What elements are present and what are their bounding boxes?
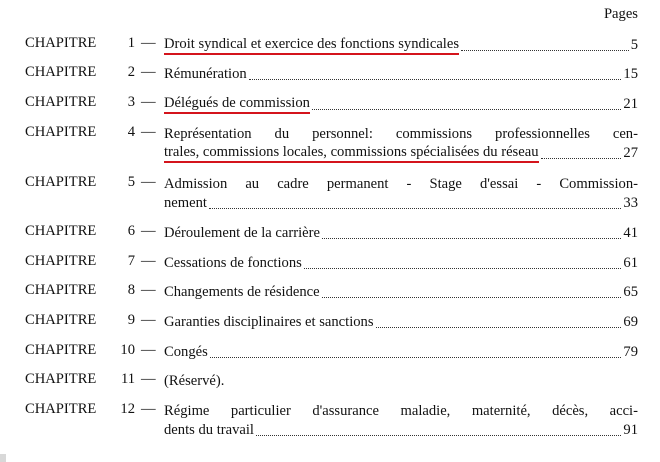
- chapter-title: Droit syndical et exercice des fonctions syndicales: [164, 36, 459, 55]
- chapter-label: CHAPITRE: [25, 282, 97, 298]
- chapter-label: CHAPITRE: [25, 223, 97, 239]
- page-number: 69: [623, 314, 638, 330]
- chapter-title-line: [164, 371, 638, 391]
- chapter-title-line: [164, 342, 638, 362]
- chapter-label: CHAPITRE: [25, 371, 97, 387]
- chapter-dash: —: [141, 312, 156, 328]
- chapter-entry: [164, 312, 638, 332]
- dot-leader: [376, 327, 622, 328]
- chapter-entry: [164, 253, 638, 273]
- chapter-number: 6: [127, 223, 135, 239]
- chapter-title-line: [164, 94, 638, 114]
- chapter-number: 8: [127, 282, 135, 298]
- chapter-label: CHAPITRE: [25, 124, 97, 140]
- page-number: 65: [623, 284, 638, 300]
- chapter-title-line: [164, 143, 638, 163]
- page-number: 33: [623, 195, 638, 211]
- chapter-entry: [164, 174, 638, 213]
- dot-leader: [461, 50, 629, 51]
- chapter-title: (Réservé).: [164, 373, 225, 389]
- chapter-dash: —: [141, 401, 156, 417]
- dot-leader: [541, 158, 622, 159]
- dot-leader: [256, 435, 621, 436]
- chapter-label: CHAPITRE: [25, 94, 97, 110]
- chapter-title: Délégués de commission: [164, 95, 310, 114]
- chapter-dash: —: [141, 253, 156, 269]
- chapter-title: Garanties disciplinaires et sanctions: [164, 314, 374, 330]
- chapter-title: Déroulement de la carrière: [164, 225, 320, 241]
- corner-mark: [0, 454, 6, 462]
- chapter-title-line: [164, 312, 638, 332]
- chapter-number: 12: [120, 401, 135, 417]
- chapter-title-line: [164, 174, 638, 194]
- chapter-title-line: [164, 35, 638, 55]
- page-number: 91: [623, 422, 638, 438]
- dot-leader: [322, 238, 621, 239]
- chapter-dash: —: [141, 282, 156, 298]
- chapter-dash: —: [141, 223, 156, 239]
- chapter-number: 1: [127, 35, 135, 51]
- page-number: 61: [623, 255, 638, 271]
- chapter-dash: —: [141, 35, 156, 51]
- chapter-dash: —: [141, 371, 156, 387]
- chapter-title-line: [164, 124, 638, 144]
- page-number: 15: [623, 66, 638, 82]
- chapter-title: nement: [164, 195, 207, 211]
- chapter-dash: —: [141, 342, 156, 358]
- chapter-entry: [164, 94, 638, 114]
- chapter-number: 9: [127, 312, 135, 328]
- chapter-title: Changements de résidence: [164, 284, 320, 300]
- dot-leader: [209, 208, 621, 209]
- chapter-title-line: [164, 223, 638, 243]
- chapter-title: trales, commissions locales, commissions spécialisées du réseau: [164, 144, 539, 163]
- chapter-label: CHAPITRE: [25, 174, 97, 190]
- chapter-entry: [164, 342, 638, 362]
- chapter-dash: —: [141, 64, 156, 80]
- chapter-number: 3: [127, 94, 135, 110]
- chapter-entry: [164, 371, 638, 391]
- dot-leader: [249, 79, 622, 80]
- chapter-entry: [164, 401, 638, 440]
- chapter-title: Représentation du personnel: commissions professionnelles cen-: [164, 126, 638, 142]
- chapter-label: CHAPITRE: [25, 253, 97, 269]
- chapter-title: Congés: [164, 344, 208, 360]
- chapter-title: Admission au cadre permanent - Stage d'essai - Commission-: [164, 176, 638, 192]
- chapter-title-line: [164, 420, 638, 440]
- chapter-title: Rémunération: [164, 66, 247, 82]
- chapter-title: Régime particulier d'assurance maladie, maternité, décès, acci-: [164, 403, 638, 419]
- dot-leader: [312, 109, 621, 110]
- chapter-title-line: [164, 253, 638, 273]
- chapter-number: 2: [127, 64, 135, 80]
- chapter-title-line: [164, 282, 638, 302]
- page-number: 27: [623, 145, 638, 161]
- page-number: 5: [630, 37, 638, 53]
- chapter-title-line: [164, 193, 638, 213]
- chapter-label: CHAPITRE: [25, 35, 97, 51]
- chapter-title-line: [164, 64, 638, 84]
- chapter-number: 10: [120, 342, 135, 358]
- chapter-dash: —: [141, 174, 156, 190]
- dot-leader: [322, 297, 622, 298]
- chapter-title: Cessations de fonctions: [164, 255, 302, 271]
- chapter-dash: —: [141, 124, 156, 140]
- chapter-title: dents du travail: [164, 422, 254, 438]
- chapter-number: 11: [120, 371, 135, 387]
- chapter-label: CHAPITRE: [25, 64, 97, 80]
- chapter-title-line: [164, 401, 638, 421]
- dot-leader: [210, 357, 622, 358]
- chapter-dash: —: [141, 94, 156, 110]
- chapter-entry: [164, 282, 638, 302]
- chapter-label: CHAPITRE: [25, 342, 97, 358]
- chapter-entry: [164, 124, 638, 163]
- page-number: 21: [623, 96, 638, 112]
- pages-column-header: Pages: [603, 6, 638, 22]
- page-number: 79: [623, 344, 638, 360]
- chapter-entry: [164, 64, 638, 84]
- chapter-label: CHAPITRE: [25, 312, 97, 328]
- chapter-entry: [164, 223, 638, 243]
- chapter-entry: [164, 35, 638, 55]
- chapter-number: 4: [127, 124, 135, 140]
- chapter-number: 5: [127, 174, 135, 190]
- chapter-label: CHAPITRE: [25, 401, 97, 417]
- chapter-number: 7: [127, 253, 135, 269]
- dot-leader: [304, 268, 622, 269]
- page-number: 41: [623, 225, 638, 241]
